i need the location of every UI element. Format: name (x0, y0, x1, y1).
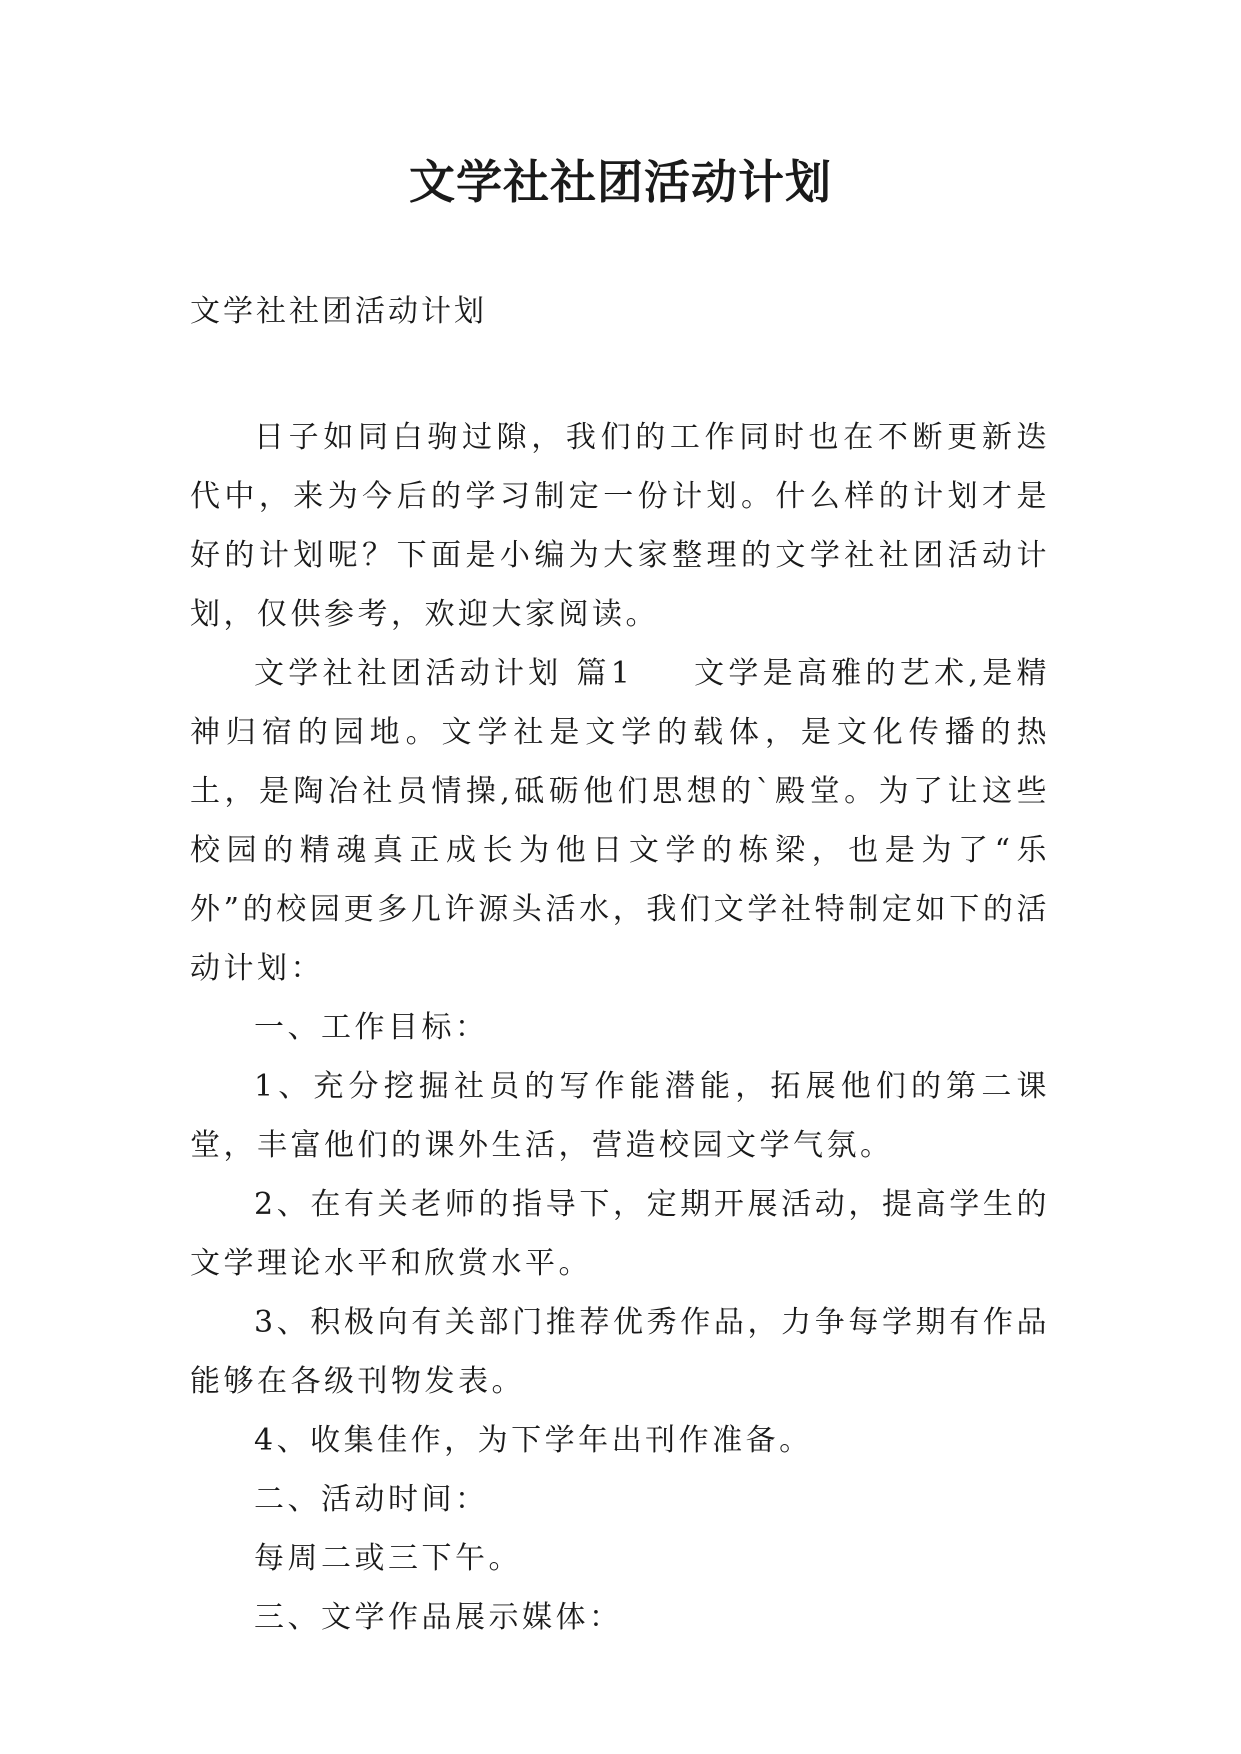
document-title: 文学社社团活动计划 (409, 155, 832, 209)
heading-media: 三、文学作品展示媒体： (254, 1600, 623, 1635)
section-body: 文学是高雅的艺术,是精神归宿的园地。文学社是文学的载体，是文化传播的热土，是陶冶社员情操,砥砺他们思想的`殿堂。为了让这些校园的精魂真正成长为他日文学的栋梁，也是为了“乐外”的校园更多几许源头活水，我们文学社特制定如下的活动计划： (190, 656, 1050, 986)
goal-item-3: 3、积极向有关部门推荐优秀作品，力争每学期有作品能够在各级刊物发表。 (190, 1305, 1050, 1399)
activity-time-text: 每周二或三下午。 (254, 1541, 522, 1576)
goal-item-4: 4、收集佳作，为下学年出刊作准备。 (254, 1423, 813, 1458)
heading-goals: 一、工作目标： (254, 1010, 489, 1045)
goal-item-1: 1、充分挖掘社员的写作能潜能，拓展他们的第二课堂，丰富他们的课外生活，营造校园文学气氛。 (190, 1069, 1050, 1163)
intro-paragraph: 日子如同白驹过隙，我们的工作同时也在不断更新迭代中，来为今后的学习制定一份计划。什么样的计划才是好的计划呢？下面是小编为大家整理的文学社社团活动计划，仅供参考，欢迎大家阅读。 (190, 420, 1050, 632)
section-paragraph (190, 644, 1050, 998)
heading-activity-time: 二、活动时间： (254, 1482, 489, 1517)
document-body (190, 408, 1050, 1647)
document-subtitle: 文学社社团活动计划 (190, 294, 487, 329)
section-heading: 文学社社团活动计划 篇1 (254, 656, 634, 691)
goal-item-2: 2、在有关老师的指导下，定期开展活动，提高学生的文学理论水平和欣赏水平。 (190, 1187, 1050, 1281)
